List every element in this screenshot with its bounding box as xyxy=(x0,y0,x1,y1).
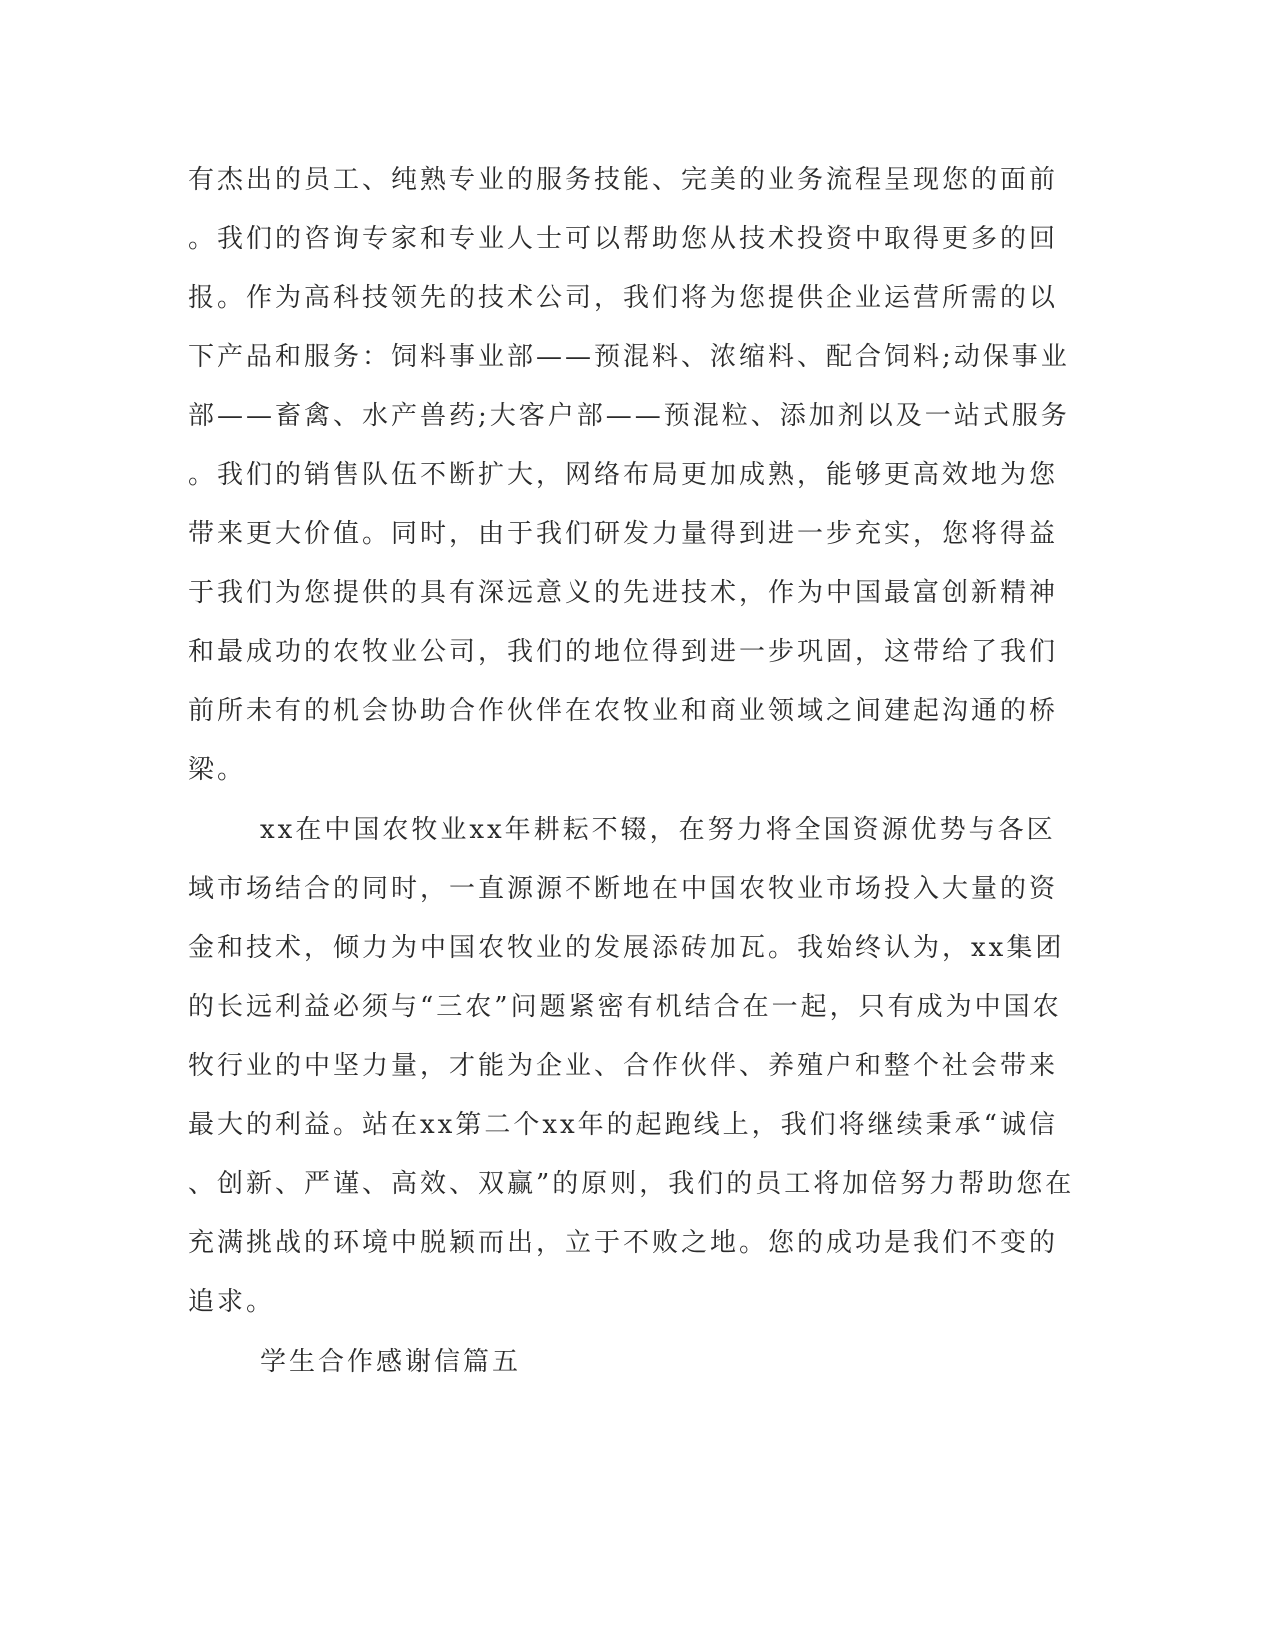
paragraph-1-line: 有杰出的员工、纯熟专业的服务技能、完美的业务流程呈现您的面前 xyxy=(188,165,1059,195)
paragraph-2-line: 追求。 xyxy=(188,1287,276,1317)
paragraph-2-line: xx在中国农牧业xx年耕耘不辍，在努力将全国资源优势与各区 xyxy=(260,815,1056,845)
paragraph-2-line: 、创新、严谨、高效、双赢”的原则，我们的员工将加倍努力帮助您在 xyxy=(188,1169,1075,1199)
paragraph-1-line: 于我们为您提供的具有深远意义的先进技术，作为中国最富创新精神 xyxy=(188,578,1059,608)
paragraph-2-line: 金和技术，倾力为中国农牧业的发展添砖加瓦。我始终认为，xx集团 xyxy=(188,933,1065,963)
paragraph-2-line: 域市场结合的同时，一直源源不断地在中国农牧业市场投入大量的资 xyxy=(188,874,1059,904)
paragraph-1-line: 。我们的咨询专家和专业人士可以帮助您从技术投资中取得更多的回 xyxy=(188,224,1059,254)
paragraph-1-line: 和最成功的农牧业公司，我们的地位得到进一步巩固，这带给了我们 xyxy=(188,637,1059,667)
paragraph-1-line: 梁。 xyxy=(188,755,247,785)
paragraph-2-line: 的长远利益必须与“三农”问题紧密有机结合在一起，只有成为中国农 xyxy=(188,992,1062,1022)
section-heading: 学生合作感谢信篇五 xyxy=(260,1347,522,1377)
paragraph-2-line: 最大的利益。站在xx第二个xx年的起跑线上，我们将继续秉承“诚信 xyxy=(188,1110,1058,1140)
paragraph-2-line: 牧行业的中坚力量，才能为企业、合作伙伴、养殖户和整个社会带来 xyxy=(188,1051,1059,1081)
paragraph-2-line: 充满挑战的环境中脱颖而出，立于不败之地。您的成功是我们不变的 xyxy=(188,1228,1059,1258)
paragraph-1-line: 报。作为高科技领先的技术公司，我们将为您提供企业运营所需的以 xyxy=(188,283,1059,313)
paragraph-1-line: 。我们的销售队伍不断扩大，网络布局更加成熟，能够更高效地为您 xyxy=(188,460,1059,490)
paragraph-1-line: 下产品和服务：饲料事业部——预混料、浓缩料、配合饲料;动保事业 xyxy=(188,342,1070,372)
paragraph-1-line: 带来更大价值。同时，由于我们研发力量得到进一步充实，您将得益 xyxy=(188,519,1059,549)
paragraph-1-line: 前所未有的机会协助合作伙伴在农牧业和商业领域之间建起沟通的桥 xyxy=(188,696,1059,726)
paragraph-1-line: 部——畜禽、水产兽药;大客户部——预混粒、添加剂以及一站式服务 xyxy=(188,401,1070,431)
